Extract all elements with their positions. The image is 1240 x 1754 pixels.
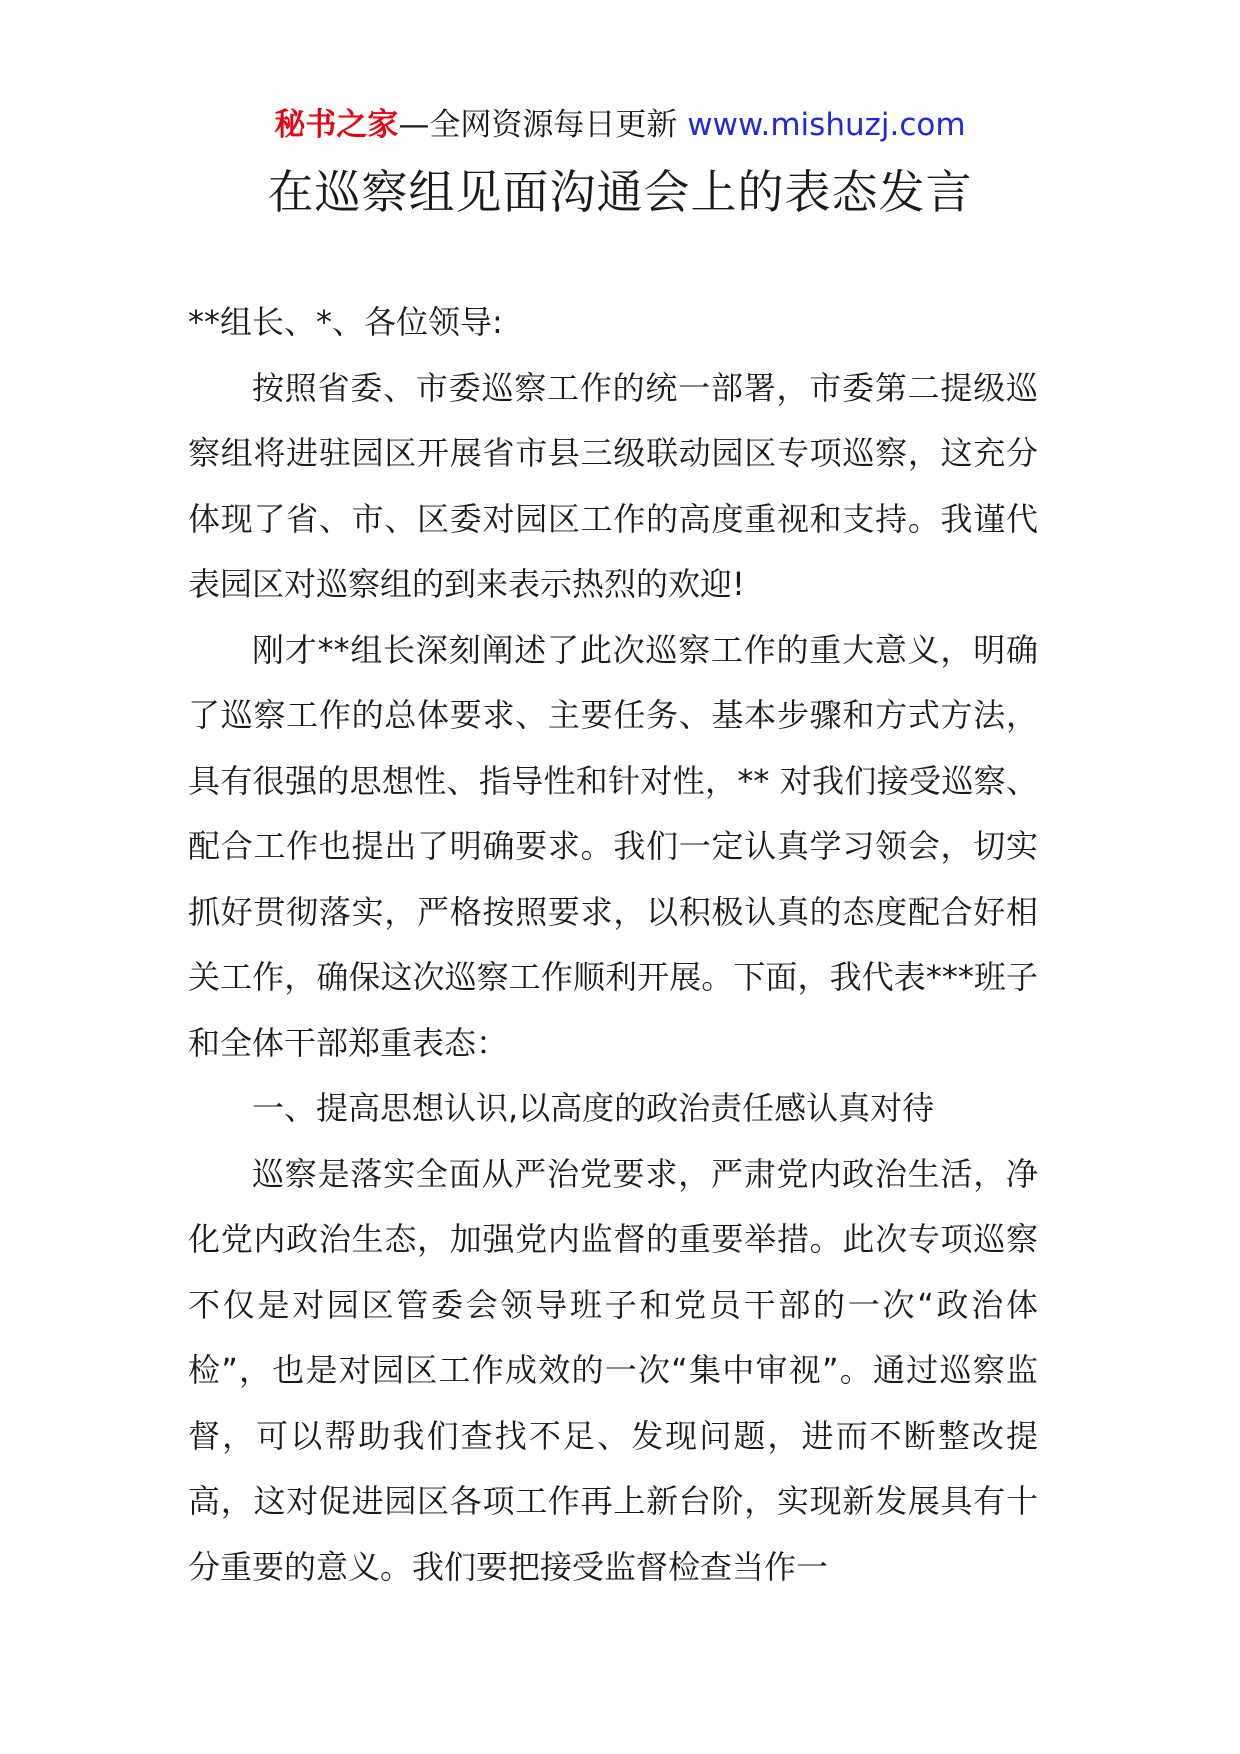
paragraph: 按照省委、市委巡察工作的统一部署，市委第二提级巡察组将进驻园区开展省市县三级联动园区专项巡察，这充分体现了省、市、区委对园区工作的高度重视和支持。我谨代表园区对巡察组的到来表示热烈的欢迎! xyxy=(188,368,1038,603)
salutation: **组长、*、各位领导: xyxy=(188,303,503,341)
section-heading: 一、提高思想认识,以高度的政治责任感认真对待 xyxy=(252,1089,935,1127)
brand-name: 秘书之家 xyxy=(274,107,399,143)
document-body xyxy=(188,290,1038,1600)
brand-tagline: —全网资源每日更新 xyxy=(398,107,678,143)
paragraph: 巡察是落实全面从严治党要求，严肃党内政治生活，净化党内政治生态，加强党内监督的重要举措。此次专项巡察不仅是对园区管委会领导班子和党员干部的一次“政治体检”，也是对园区工作成效的一次“集中审视”。通过巡察监督，可以帮助我们查找不足、发现问题，进而不断整改提高，这对促进园区各项工作再上新台阶，实现新发展具有十分重要的意义。我们要把接受监督检查当作一 xyxy=(188,1154,1038,1586)
document-title: 在巡察组见面沟通会上的表态发言 xyxy=(267,165,973,219)
site-url: www.mishuzj.com xyxy=(687,107,966,143)
watermark-header xyxy=(0,100,1240,150)
paragraph: 刚才**组长深刻阐述了此次巡察工作的重大意义，明确了巡察工作的总体要求、主要任务、基本步骤和方式方法，具有很强的思想性、指导性和针对性，** 对我们接受巡察、配合工作也提出了明确要求。我们一定认真学习领会，切实抓好贯彻落实，严格按照要求，以积极认真的态度配合好相关工作，确保这次巡察工作顺利开展。下面，我代表***班子和全体干部郑重表态： xyxy=(188,630,1038,1062)
